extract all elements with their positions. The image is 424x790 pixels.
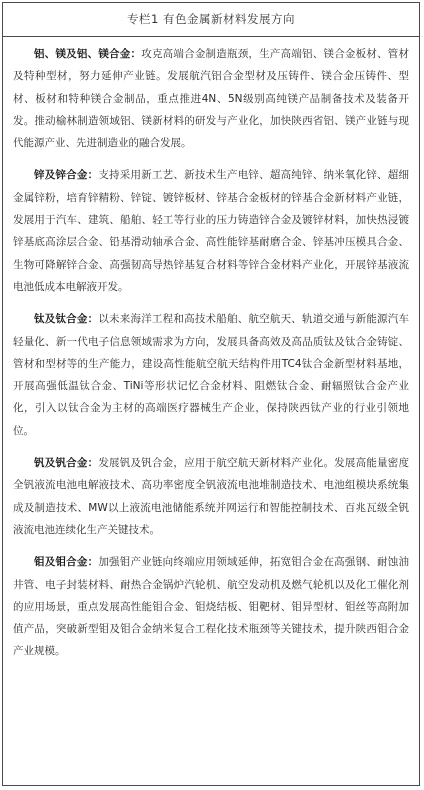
section-body: 发展钒及钒合金，应用于航空航天新材料产业化。发展高能量密度全钒液流电池电解液技术、高功率密度全钒液流电池堆制造技术、电池组模块系统集成及制造技术、MW以上液流电池储能系统并网运行和智能控制技术、百兆瓦级全钒液流电池连续化生产关键技术。: [13, 457, 410, 536]
section-aluminum-magnesium: [13, 43, 409, 154]
section-heading: 钒及钒合金：: [34, 457, 99, 470]
section-gap: [13, 541, 409, 551]
section-body: 支持采用新工艺、新技术生产电锌、超高纯锌、纳米氧化锌、超细金属锌粉，培育锌精粉、锌锭、镀锌板材、锌基合金板材的锌基合金新材料产业链，发展用于汽车、建筑、船舶、轻工等行业的压力铸造锌合金及镀锌材料，加快热浸镀锌基底高涂层合金、铅基滑动轴承合金、高性能锌基耐磨合金、锌基冲压模具合金、生物可降解锌合金、高强韧高导热锌基复合材料等锌合金材料产业化，开展锌基液流电池低成本电解液开发。: [13, 169, 410, 293]
section-body: 加强钼产业链向终端应用领域延伸，拓宽钼合金在高强钢、耐蚀油井管、电子封装材料、耐热合金锅炉汽轮机、航空发动机及燃气轮机以及化工催化剂的应用场景，重点发展高性能钼合金、钼烧结板、钼靶材、钼异型材、钼丝等高附加值产品，突破新型钼及钼合金纳米复合工程化技术瓶颈等关键技术，提升陕西钼合金产业规模。: [13, 556, 410, 658]
column-title: 专栏1 有色金属新材料发展方向: [3, 3, 419, 37]
section-titanium: [13, 308, 409, 442]
section-heading: 钛及钛合金：: [34, 313, 99, 326]
column-content: [3, 37, 419, 663]
section-heading: 钼及钼合金：: [34, 556, 99, 569]
section-gap: [13, 298, 409, 308]
section-heading: 铝、镁及铝、镁合金：: [34, 48, 142, 60]
section-vanadium: [13, 452, 409, 541]
section-zinc: [13, 164, 409, 298]
column-box: [2, 2, 420, 786]
section-gap: [13, 442, 409, 452]
section-heading: 锌及锌合金：: [34, 169, 99, 182]
section-molybdenum: [13, 551, 409, 662]
section-body: 以未来海洋工程和高技术船舶、航空航天、轨道交通与新能源汽车轻量化、新一代电子信息领域需求为方向，发展具备高效及高品质钛及钛合金铸锭、管材和型材等的生产能力，建设高性能航空航天结构件用TC4钛合金新型材料基地，开展高强低温钛合金、TiNi等形状记忆合金材料、阻燃钛合金、耐辐照钛合金产业化，引入以钛合金为主材的高端医疗器械生产企业，保持陕西钛产业的行业引领地位。: [13, 313, 410, 437]
section-gap: [13, 154, 409, 164]
section-body: 攻克高端合金制造瓶颈，生产高端铝、镁合金板材、管材及特种型材，努力延伸产业链。发展航汽铝合金型材及压铸件、镁合金压铸件、型材、板材和特种镁合金制品，重点推进4N、5N级别高纯镁产品制备技术及装备开发。推动榆林制造领域铝、镁新材料的研发与产业化，加快陕西省铝、镁产业链与现代能源产业、先进制造业的融合发展。: [13, 48, 410, 150]
